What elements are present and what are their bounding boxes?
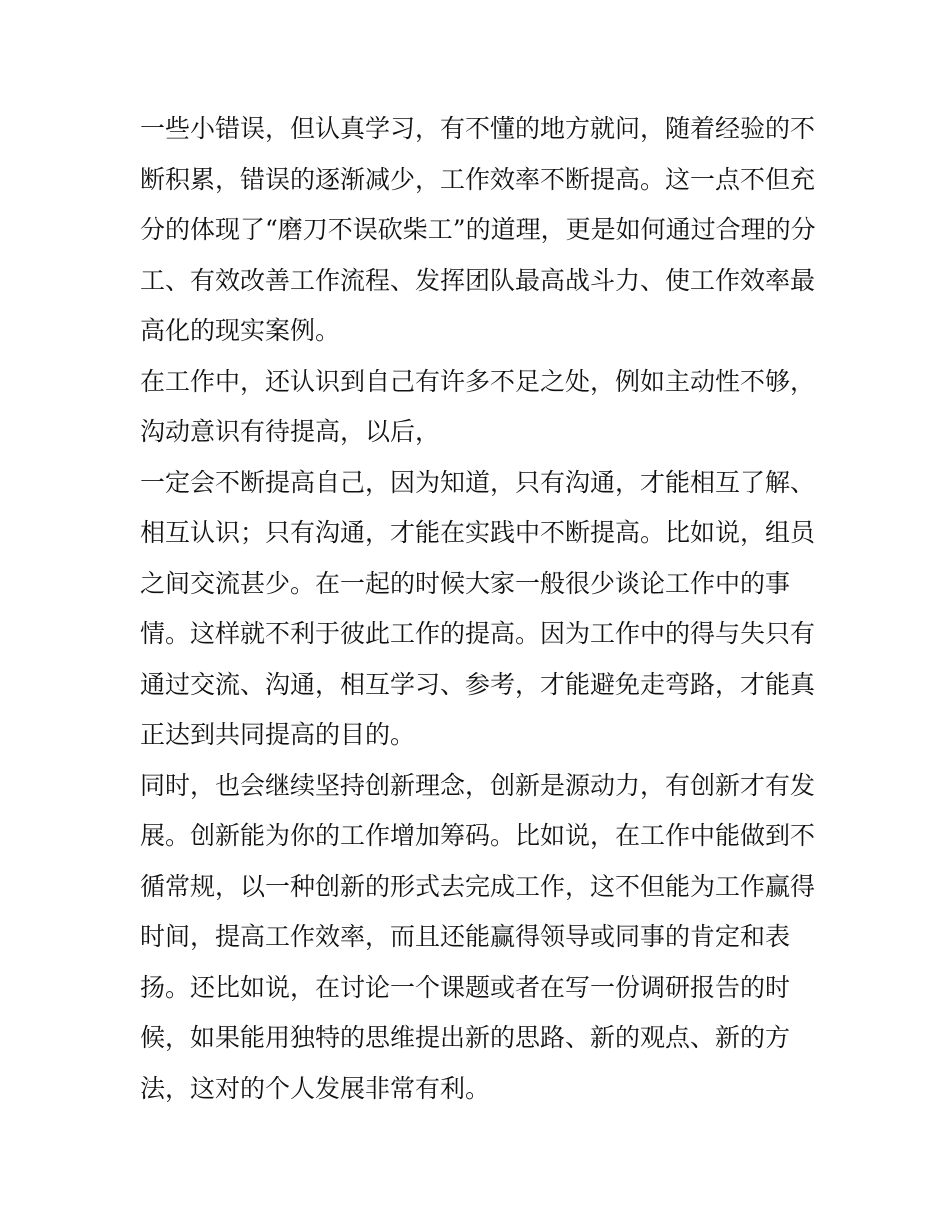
text-line: 法，这对的个人发展非常有利。 [140, 1073, 491, 1103]
text-line: 正达到共同提高的目的。 [140, 720, 416, 749]
text-line: 情。这样就不利于彼此工作的提高。因为工作中的得与失只有 [140, 619, 816, 648]
text-line: 高化的现实案例。 [140, 316, 341, 345]
text-line: 一定会不断提高自己，因为知道，只有沟通，才能相互了解、 [140, 467, 816, 497]
text-line: 展。创新能为你的工作增加筹码。比如说，在工作中能做到不 [140, 821, 816, 850]
text-line: 在工作中，还认识到自己有许多不足之处，例如主动性不够， [140, 366, 816, 396]
text-line: 之间交流甚少。在一起的时候大家一般很少谈论工作中的事 [140, 568, 791, 598]
document-body [140, 104, 820, 1114]
text-line: 分的体现了“磨刀不误砍柴工”的道理，更是如何通过合理的分 [140, 215, 816, 244]
text-line: 一些小错误，但认真学习，有不懂的地方就问，随着经验的不 [140, 114, 816, 143]
text-line: 同时，也会继续坚持创新理念，创新是源动力，有创新才有发 [140, 770, 816, 800]
text-line: 断积累，错误的逐渐减少，工作效率不断提高。这一点不但充 [140, 164, 816, 194]
text-line: 循常规，以一种创新的形式去完成工作，这不但能为工作赢得 [140, 871, 816, 901]
text-line: 扬。还比如说，在讨论一个课题或者在写一份调研报告的时 [140, 972, 791, 1002]
text-line: 时间，提高工作效率，而且还能赢得领导或同事的肯定和表 [140, 922, 791, 951]
text-line: 沟动意识有待提高，以后， [140, 417, 441, 446]
text-line: 工、有效改善工作流程、发挥团队最高战斗力、使工作效率最 [140, 265, 816, 295]
text-line: 候，如果能用独特的思维提出新的思路、新的观点、新的方 [140, 1023, 791, 1052]
text-line: 相互认识；只有沟通，才能在实践中不断提高。比如说，组员 [140, 518, 816, 547]
text-line: 通过交流、沟通，相互学习、参考，才能避免走弯路，才能真 [140, 669, 816, 699]
